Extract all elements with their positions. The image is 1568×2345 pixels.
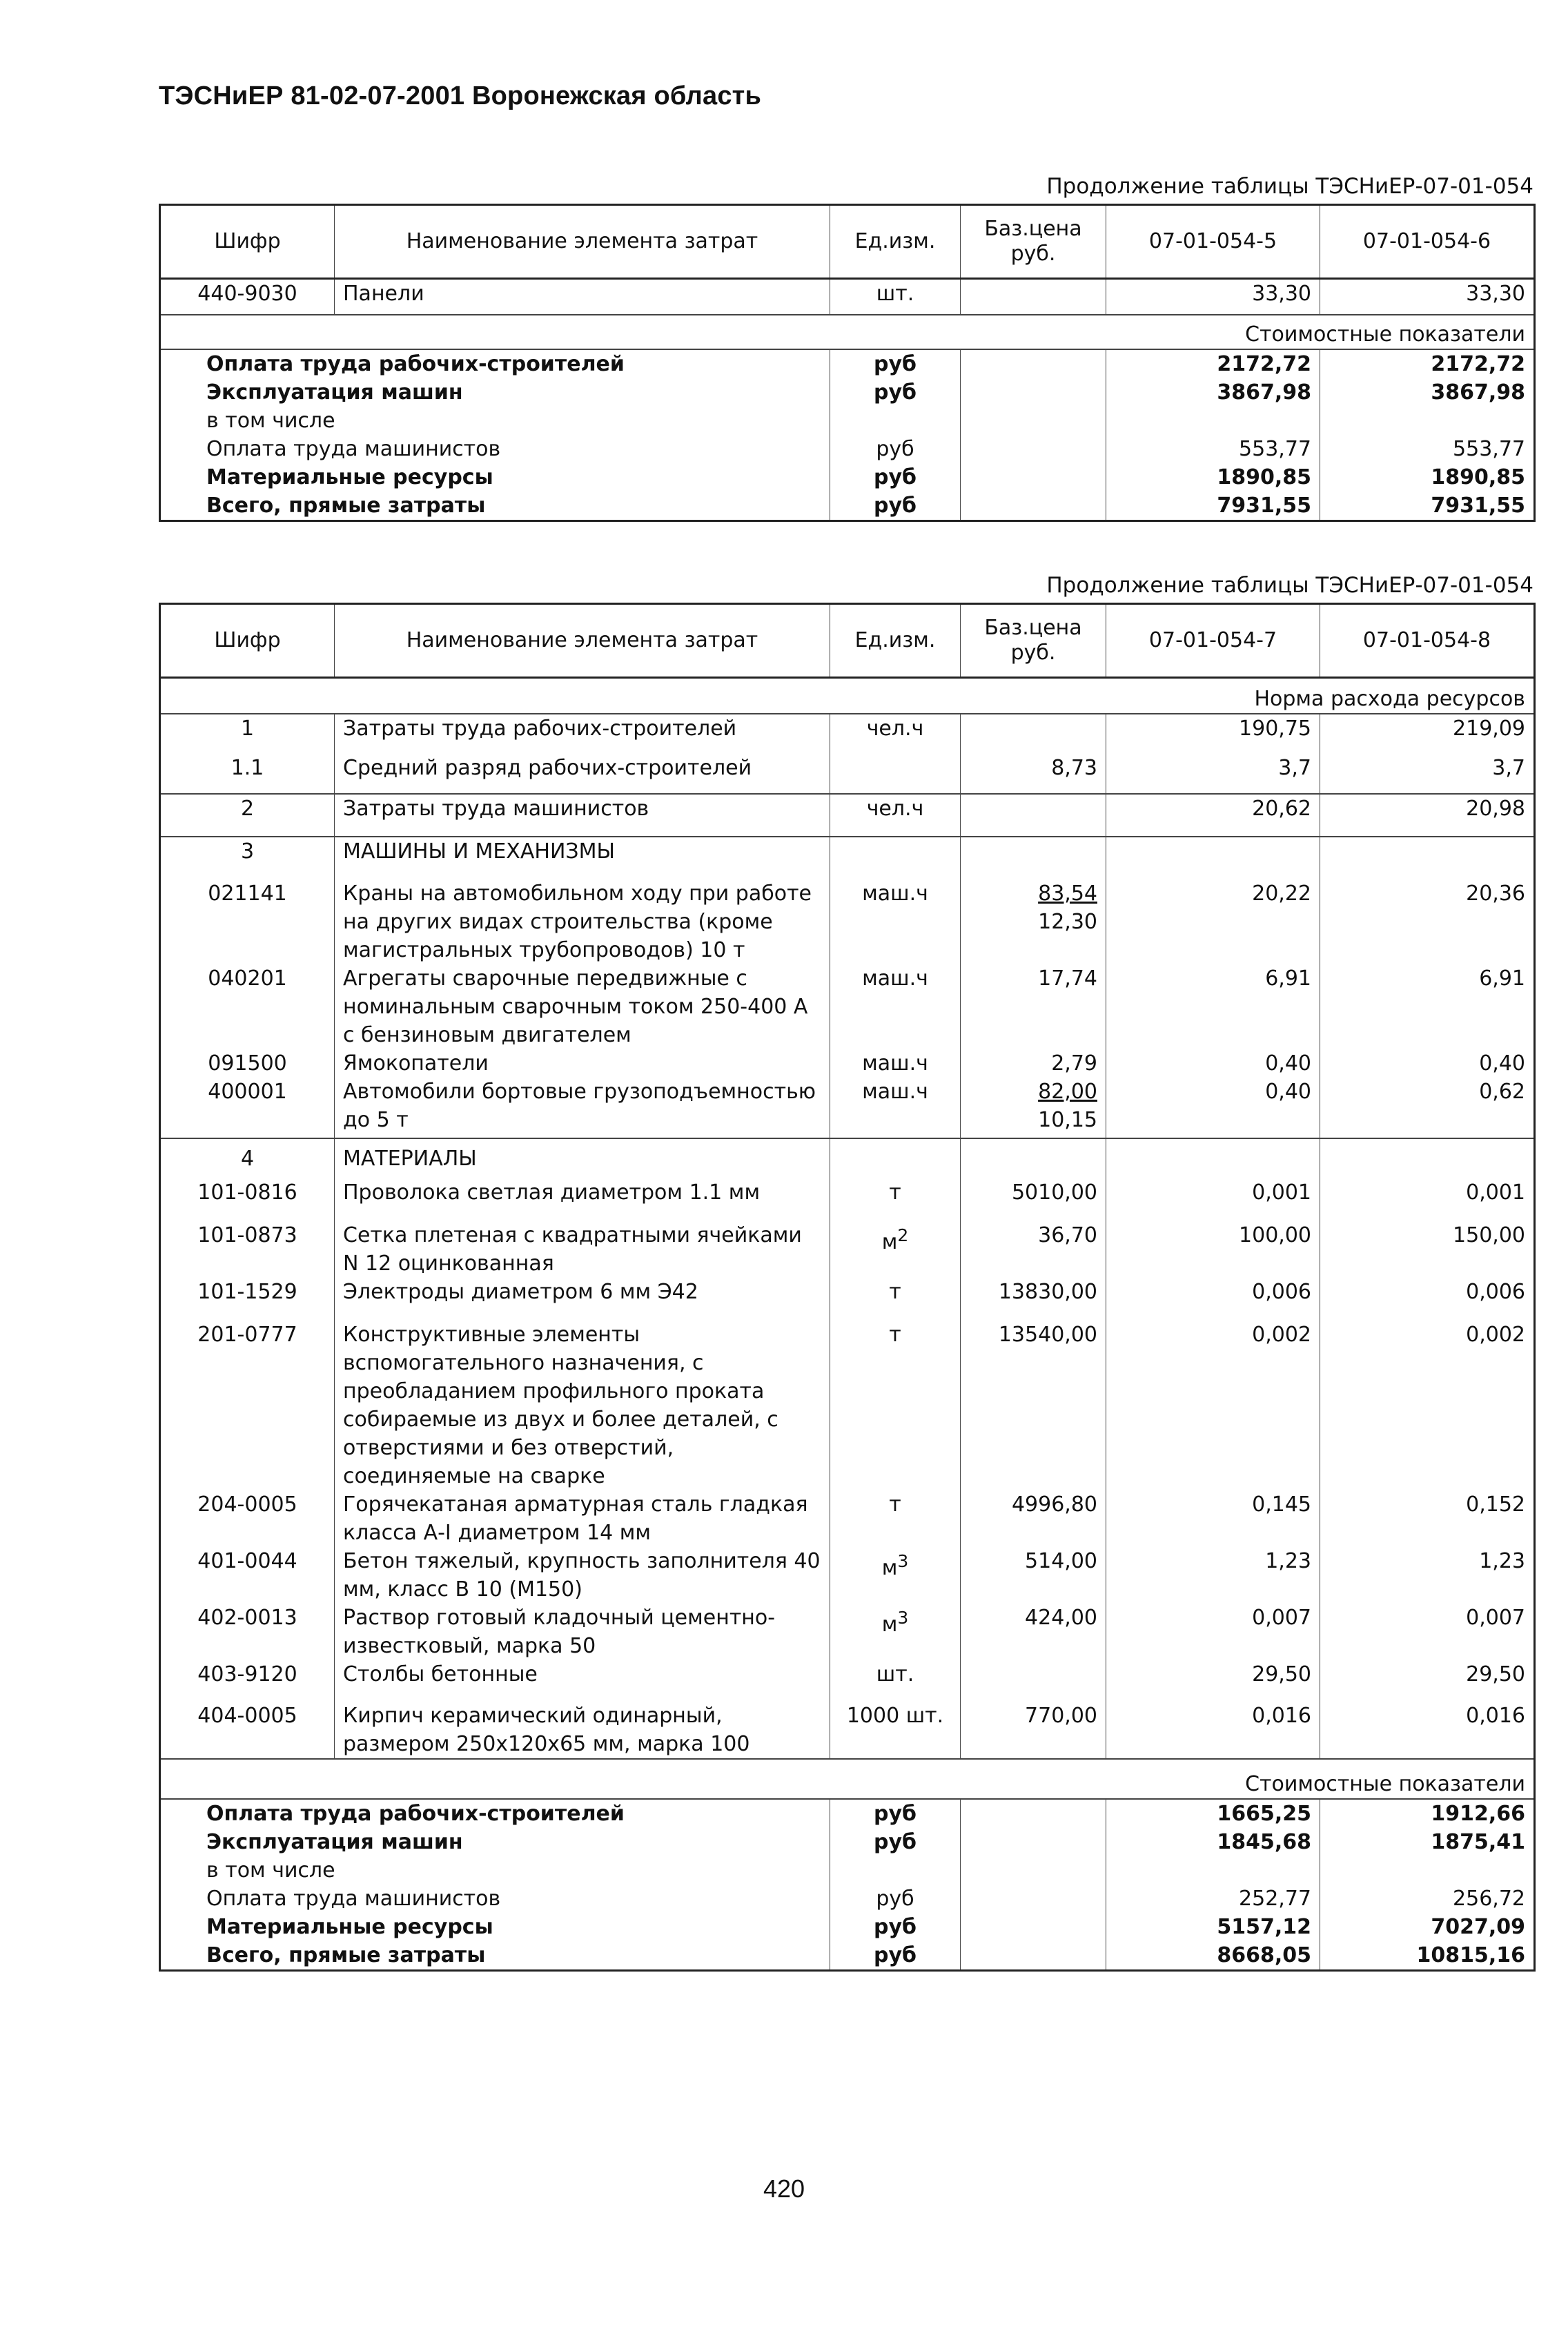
row-value-b: 20,36	[1320, 879, 1535, 964]
row-value-b: 0,007	[1320, 1604, 1535, 1660]
col-header-name: Наименование элемента затрат	[335, 604, 830, 678]
summary-row	[160, 492, 1535, 521]
summary-unit: руб	[830, 1941, 961, 1971]
summary-value-b: 7027,09	[1320, 1913, 1535, 1941]
row-code: 1	[160, 714, 335, 754]
row-price	[961, 279, 1106, 315]
section-label: Норма расхода ресурсов	[1254, 686, 1525, 711]
row-value-a: 33,30	[1106, 279, 1320, 315]
row-price	[961, 1138, 1106, 1178]
row-price	[961, 714, 1106, 754]
row-value-b	[1320, 1138, 1535, 1178]
row-value-b: 20,98	[1320, 794, 1535, 837]
row-name: Столбы бетонные	[335, 1660, 830, 1702]
row-name: Кирпич керамический одинарный, размером 250х120х65 мм, марка 100	[335, 1702, 830, 1759]
summary-row	[160, 407, 1535, 435]
table-row	[160, 1178, 1535, 1221]
summary-label: Эксплуатация машин	[206, 380, 463, 405]
unit-superscript: 3	[897, 1607, 909, 1628]
row-name: МАТЕРИАЛЫ	[335, 1138, 830, 1178]
row-value-a: 0,007	[1106, 1604, 1320, 1660]
summary-price	[961, 1799, 1106, 1828]
row-unit: т	[830, 1490, 961, 1547]
row-value-a: 20,62	[1106, 794, 1320, 837]
table1-continuation-caption: Продолжение таблицы ТЭСНиЕР-07-01-054	[1046, 174, 1533, 199]
row-unit: т	[830, 1321, 961, 1490]
summary-unit	[830, 407, 961, 435]
table-row	[160, 1049, 1535, 1078]
summary-price	[961, 407, 1106, 435]
row-value-a: 0,006	[1106, 1278, 1320, 1321]
row-code: 402-0013	[197, 1605, 297, 1630]
row-code: 101-0816	[197, 1180, 297, 1205]
row-unit: 1000 шт.	[830, 1702, 961, 1759]
summary-price	[961, 1856, 1106, 1885]
row-value-b: 29,50	[1320, 1660, 1535, 1702]
table-row	[160, 1490, 1535, 1547]
row-price: 514,00	[961, 1547, 1106, 1604]
row-value-a: 100,00	[1106, 1221, 1320, 1278]
row-code: 401-0044	[197, 1548, 297, 1573]
row-value-a: 0,40	[1106, 1049, 1320, 1078]
table2-continuation-caption: Продолжение таблицы ТЭСНиЕР-07-01-054	[1046, 573, 1533, 598]
summary-value-b: 553,77	[1320, 435, 1535, 463]
row-unit: маш.ч	[830, 1078, 961, 1138]
row-name: Панели	[335, 279, 830, 315]
row-price: 2,79	[961, 1049, 1106, 1078]
row-code: 204-0005	[197, 1492, 297, 1517]
summary-price	[961, 1828, 1106, 1856]
row-price	[961, 837, 1106, 879]
row-unit: т	[830, 1178, 961, 1221]
summary-label: Материальные ресурсы	[206, 1914, 493, 1939]
summary-label: Оплата труда машинистов	[206, 1886, 501, 1911]
row-name: Затраты труда рабочих-строителей	[335, 714, 830, 754]
summary-value-a	[1106, 1856, 1320, 1885]
table-row	[160, 794, 1535, 837]
summary-price	[961, 1885, 1106, 1913]
summary-label: Материальные ресурсы	[206, 465, 493, 489]
row-unit	[830, 1138, 961, 1178]
row-value-a: 0,016	[1106, 1702, 1320, 1759]
table-row	[160, 714, 1535, 754]
row-price: 8,73	[961, 754, 1106, 794]
table-row	[160, 879, 1535, 964]
row-name: Ямокопатели	[335, 1049, 830, 1078]
summary-label: Оплата труда рабочих-строителей	[160, 349, 830, 378]
row-name: Бетон тяжелый, крупность заполнителя 40 мм, класс В 10 (М150)	[335, 1547, 830, 1604]
row-value-a	[1106, 1138, 1320, 1178]
row-code: 400001	[208, 1079, 287, 1104]
summary-row	[160, 1913, 1535, 1941]
summary-value-b	[1320, 1856, 1535, 1885]
summary-value-a: 8668,05	[1106, 1941, 1320, 1971]
row-name: Затраты труда машинистов	[335, 794, 830, 837]
unit-text: м	[881, 1555, 898, 1580]
summary-price	[961, 492, 1106, 521]
table-row	[160, 1660, 1535, 1702]
row-value-b: 0,006	[1320, 1278, 1535, 1321]
row-value-a: 29,50	[1106, 1660, 1320, 1702]
row-name: Электроды диаметром 6 мм Э42	[335, 1278, 830, 1321]
row-unit: маш.ч	[830, 1049, 961, 1078]
row-value-a: 20,22	[1106, 879, 1320, 964]
section-row	[160, 678, 1535, 714]
row-value-b: 219,09	[1320, 714, 1535, 754]
row-code: 101-0873	[197, 1223, 297, 1247]
row-code: 404-0005	[197, 1703, 297, 1728]
summary-value-b: 3867,98	[1320, 378, 1535, 407]
row-name: Проволока светлая диаметром 1.1 мм	[335, 1178, 830, 1221]
unit-superscript: 2	[897, 1225, 909, 1245]
summary-value-b: 2172,72	[1320, 349, 1535, 378]
summary-price	[961, 463, 1106, 492]
table2	[159, 603, 1536, 1972]
row-unit	[830, 754, 961, 794]
price-top: 82,00	[1038, 1079, 1097, 1104]
row-code: 101-1529	[197, 1279, 297, 1304]
row-code: 440-9030	[197, 282, 297, 306]
summary-value-a: 553,77	[1106, 435, 1320, 463]
row-code: 4	[160, 1138, 335, 1178]
row-name: Раствор готовый кладочный цементно-известковый, марка 50	[335, 1604, 830, 1660]
row-unit: шт.	[830, 1660, 961, 1702]
table-row	[160, 1702, 1535, 1759]
row-unit: шт.	[830, 279, 961, 315]
row-code: 201-0777	[197, 1322, 297, 1347]
summary-row	[160, 1885, 1535, 1913]
col-header-price: Баз.цена руб.	[961, 205, 1106, 279]
summary-price	[961, 1913, 1106, 1941]
price-bottom: 12,30	[1038, 909, 1097, 934]
col-header-a: 07-01-054-5	[1106, 205, 1320, 279]
row-name: Краны на автомобильном ходу при работе на других видах строительства (кроме магистральных трубопроводов) 10 т	[335, 879, 830, 964]
summary-unit: руб	[830, 1913, 961, 1941]
row-price: 36,70	[961, 1221, 1106, 1278]
row-value-a	[1106, 837, 1320, 879]
row-unit	[830, 1547, 961, 1604]
row-name: Автомобили бортовые грузоподъемностью до 5 т	[335, 1078, 830, 1138]
col-header-unit: Ед.изм.	[830, 604, 961, 678]
row-unit	[830, 1604, 961, 1660]
row-code: 3	[160, 837, 335, 879]
table-row	[160, 1604, 1535, 1660]
row-value-b: 0,40	[1320, 1049, 1535, 1078]
summary-value-b: 7931,55	[1320, 492, 1535, 521]
summary-value-a: 1890,85	[1106, 463, 1320, 492]
row-value-a: 190,75	[1106, 714, 1320, 754]
row-value-b: 3,7	[1320, 754, 1535, 794]
summary-row	[160, 435, 1535, 463]
row-name: Конструктивные элементы вспомогательного назначения, с преобладанием профильного проката собираемые из двух и более деталей, с отверстиями и без отверстий, соединяемые на сварке	[335, 1321, 830, 1490]
summary-value-b: 1875,41	[1320, 1828, 1535, 1856]
row-price: 424,00	[961, 1604, 1106, 1660]
summary-row	[160, 1856, 1535, 1885]
table1	[159, 204, 1536, 522]
row-value-a: 6,91	[1106, 964, 1320, 1049]
table-row	[160, 1278, 1535, 1321]
row-value-a: 0,40	[1106, 1078, 1320, 1138]
section-row	[160, 1759, 1535, 1799]
table-row	[160, 1078, 1535, 1138]
price-bottom: 10,15	[1038, 1107, 1097, 1132]
row-unit: чел.ч	[830, 714, 961, 754]
summary-row	[160, 378, 1535, 407]
row-value-b	[1320, 837, 1535, 879]
section-label: Стоимостные показатели	[160, 1759, 1535, 1799]
table2-header-row	[160, 604, 1535, 678]
summary-value-a: 2172,72	[1106, 349, 1320, 378]
row-name: Горячекатаная арматурная сталь гладкая класса А-I диаметром 14 мм	[335, 1490, 830, 1547]
row-price: 17,74	[961, 964, 1106, 1049]
summary-row	[160, 463, 1535, 492]
col-header-code: Шифр	[160, 205, 335, 279]
col-header-b: 07-01-054-6	[1320, 205, 1535, 279]
row-price	[961, 879, 1106, 964]
row-value-b: 0,002	[1320, 1321, 1535, 1490]
row-value-b: 0,001	[1320, 1178, 1535, 1221]
summary-price	[961, 378, 1106, 407]
row-value-a: 0,002	[1106, 1321, 1320, 1490]
row-name: Агрегаты сварочные передвижные с номинальным сварочным током 250-400 А с бензиновым двигателем	[335, 964, 830, 1049]
row-value-b: 0,62	[1320, 1078, 1535, 1138]
row-value-a: 1,23	[1106, 1547, 1320, 1604]
row-unit: т	[830, 1278, 961, 1321]
row-name: МАШИНЫ И МЕХАНИЗМЫ	[335, 837, 830, 879]
summary-value-a: 1665,25	[1106, 1799, 1320, 1828]
row-value-b: 33,30	[1320, 279, 1535, 315]
row-value-a: 0,145	[1106, 1490, 1320, 1547]
summary-unit: руб	[830, 1828, 961, 1856]
row-unit: чел.ч	[830, 794, 961, 837]
table-row	[160, 1221, 1535, 1278]
row-price	[961, 1660, 1106, 1702]
summary-label: Всего, прямые затраты	[206, 493, 486, 518]
summary-value-b: 10815,16	[1320, 1941, 1535, 1971]
document-title: ТЭСНиЕР 81-02-07-2001 Воронежская область	[159, 81, 762, 110]
row-unit	[830, 837, 961, 879]
row-code: 021141	[208, 881, 287, 906]
row-value-a: 0,001	[1106, 1178, 1320, 1221]
summary-unit: руб	[830, 435, 961, 463]
col-header-unit: Ед.изм.	[830, 205, 961, 279]
section-label: Стоимостные показатели	[160, 315, 1535, 349]
summary-label: в том числе	[206, 408, 335, 433]
summary-price	[961, 1941, 1106, 1971]
summary-value-a	[1106, 407, 1320, 435]
summary-value-a: 5157,12	[1106, 1913, 1320, 1941]
row-value-b: 150,00	[1320, 1221, 1535, 1278]
row-code: 403-9120	[197, 1662, 297, 1686]
table-row	[160, 1138, 1535, 1178]
row-price: 770,00	[961, 1702, 1106, 1759]
summary-value-b	[1320, 407, 1535, 435]
row-price: 13540,00	[961, 1321, 1106, 1490]
summary-unit: руб	[830, 463, 961, 492]
table-row	[160, 279, 1535, 315]
summary-value-b: 1890,85	[1320, 463, 1535, 492]
page-number: 420	[763, 2174, 805, 2203]
table-row	[160, 1321, 1535, 1490]
summary-unit: руб	[830, 1799, 961, 1828]
summary-value-a: 3867,98	[1106, 378, 1320, 407]
summary-unit: руб	[830, 378, 961, 407]
summary-row	[160, 349, 1535, 378]
unit-text: м	[881, 1612, 898, 1637]
summary-value-a: 7931,55	[1106, 492, 1320, 521]
row-value-b: 1,23	[1320, 1547, 1535, 1604]
row-value-b: 0,152	[1320, 1490, 1535, 1547]
row-price: 5010,00	[961, 1178, 1106, 1221]
summary-label: Эксплуатация машин	[206, 1829, 463, 1854]
section-row	[160, 315, 1535, 349]
unit-superscript: 3	[897, 1550, 909, 1571]
table1-header-row	[160, 205, 1535, 279]
table-row	[160, 964, 1535, 1049]
col-header-b: 07-01-054-8	[1320, 604, 1535, 678]
summary-price	[961, 349, 1106, 378]
col-header-a: 07-01-054-7	[1106, 604, 1320, 678]
summary-unit: руб	[830, 1885, 961, 1913]
summary-label: в том числе	[206, 1858, 335, 1882]
row-value-b: 0,016	[1320, 1702, 1535, 1759]
row-price	[961, 794, 1106, 837]
summary-unit	[830, 1856, 961, 1885]
row-value-b: 6,91	[1320, 964, 1535, 1049]
row-code: 040201	[208, 966, 287, 991]
summary-value-b: 256,72	[1320, 1885, 1535, 1913]
table-row	[160, 1547, 1535, 1604]
summary-label: Оплата труда рабочих-строителей	[160, 1799, 830, 1828]
summary-value-b: 1912,66	[1320, 1799, 1535, 1828]
row-price: 4996,80	[961, 1490, 1106, 1547]
row-name: Средний разряд рабочих-строителей	[335, 754, 830, 794]
col-header-name: Наименование элемента затрат	[335, 205, 830, 279]
row-code: 2	[160, 794, 335, 837]
table-row	[160, 754, 1535, 794]
summary-row	[160, 1941, 1535, 1971]
row-unit	[830, 1221, 961, 1278]
price-top: 83,54	[1038, 881, 1097, 906]
row-code: 1.1	[231, 755, 264, 780]
row-name: Сетка плетеная с квадратными ячейками N 12 оцинкованная	[335, 1221, 830, 1278]
row-code: 091500	[208, 1051, 287, 1076]
row-price: 13830,00	[961, 1278, 1106, 1321]
summary-value-a: 1845,68	[1106, 1828, 1320, 1856]
row-unit: маш.ч	[830, 964, 961, 1049]
summary-value-a: 252,77	[1106, 1885, 1320, 1913]
table-row	[160, 837, 1535, 879]
col-header-code: Шифр	[160, 604, 335, 678]
summary-unit: руб	[830, 492, 961, 521]
summary-row	[160, 1828, 1535, 1856]
row-price	[961, 1078, 1106, 1138]
row-value-a: 3,7	[1106, 754, 1320, 794]
col-header-price: Баз.цена руб.	[961, 604, 1106, 678]
unit-text: м	[881, 1229, 898, 1254]
row-unit: маш.ч	[830, 879, 961, 964]
summary-label: Оплата труда машинистов	[206, 436, 501, 461]
summary-row	[160, 1799, 1535, 1828]
summary-label: Всего, прямые затраты	[206, 1943, 486, 1967]
summary-price	[961, 435, 1106, 463]
summary-unit: руб	[830, 349, 961, 378]
